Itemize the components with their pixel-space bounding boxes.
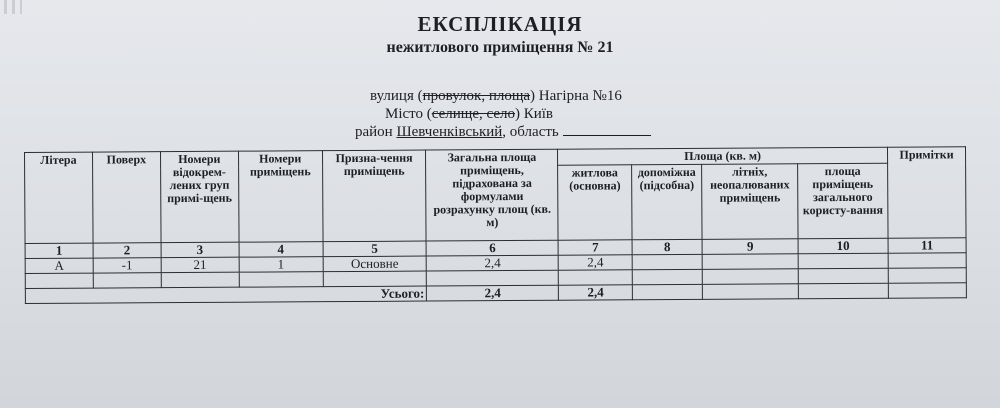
explication-table xyxy=(24,146,967,304)
table-cell xyxy=(888,268,966,283)
header-total-area: Загальна площа приміщень, підрахована за формулами розрахунку площ (кв. м) xyxy=(426,149,558,241)
document-subtitle: нежитлового приміщення № 21 xyxy=(386,39,614,56)
column-number: 6 xyxy=(427,240,559,256)
header-purpose: Призна-чення приміщень xyxy=(322,150,426,242)
header-summer: літніх, неопалюваних приміщень xyxy=(702,164,798,240)
table-cell xyxy=(702,254,798,270)
header-notes: Примітки xyxy=(887,147,966,238)
table-cell: 2,4 xyxy=(558,255,632,270)
column-number: 8 xyxy=(632,239,702,254)
column-number: 5 xyxy=(323,241,427,257)
column-number: 3 xyxy=(161,242,239,257)
table-cell xyxy=(632,269,702,284)
street-prefix: вулиця ( xyxy=(370,88,423,104)
address-city xyxy=(385,106,553,123)
header-auxiliary: допоміжна (підсобна) xyxy=(632,164,702,239)
table-cell xyxy=(558,270,632,285)
column-number: 1 xyxy=(25,243,93,258)
table-cell xyxy=(702,269,798,285)
document-title: ЕКСПЛІКАЦІЯ xyxy=(417,12,583,36)
street-strike: провулок, площа xyxy=(422,88,531,104)
column-number: 7 xyxy=(558,240,632,255)
total-empty-cell xyxy=(632,284,702,299)
table-cell xyxy=(427,270,559,286)
district-suffix: , область xyxy=(502,124,559,140)
header-groups: Номери відокрем-лених груп примі-щень xyxy=(160,151,238,242)
table-cell: 21 xyxy=(161,257,239,272)
column-number: 9 xyxy=(702,239,798,255)
address-district xyxy=(355,123,651,141)
address-street xyxy=(370,88,622,105)
table-cell: А xyxy=(25,258,93,273)
header-rooms: Номери приміщень xyxy=(238,151,322,243)
table-cell xyxy=(239,272,323,288)
city-prefix: Місто ( xyxy=(385,106,432,122)
table-cell xyxy=(798,268,888,284)
district-value: Шевченківський xyxy=(396,124,503,140)
table-cell: 2,4 xyxy=(427,255,559,271)
table-cell xyxy=(632,254,702,269)
total-label: Усього: xyxy=(25,286,427,303)
table-cell xyxy=(888,253,966,268)
column-number: 4 xyxy=(239,242,323,258)
header-living: житлова (основна) xyxy=(558,165,632,240)
total-empty-cell xyxy=(888,283,966,298)
column-number: 2 xyxy=(93,243,161,258)
region-blank-line xyxy=(563,123,651,136)
table-cell xyxy=(25,273,93,288)
header-poverkh: Поверх xyxy=(92,152,160,243)
table-cell xyxy=(161,272,239,287)
header-area-group: Площа (кв. м) xyxy=(558,147,888,165)
city-suffix: ) Київ xyxy=(514,106,553,122)
total-empty-cell xyxy=(798,283,888,299)
total-living-value: 2,4 xyxy=(559,285,633,300)
city-strike: селище, село xyxy=(431,106,515,122)
table-cell: Основне xyxy=(323,256,427,272)
column-number: 11 xyxy=(888,238,966,253)
document-header xyxy=(0,12,1000,57)
street-suffix: ) Нагірна №16 xyxy=(530,88,622,104)
table-cell xyxy=(93,273,161,288)
district-prefix: район xyxy=(355,124,397,140)
column-number: 10 xyxy=(798,238,888,254)
header-litera: Літера xyxy=(25,152,93,243)
table-cell: 1 xyxy=(239,257,323,273)
total-area-value: 2,4 xyxy=(427,285,559,301)
table-cell xyxy=(798,253,888,269)
table-cell: -1 xyxy=(93,258,161,273)
table-cell xyxy=(323,271,427,287)
total-empty-cell xyxy=(702,284,798,300)
header-common: площа приміщень загального користу-вання xyxy=(798,163,888,239)
